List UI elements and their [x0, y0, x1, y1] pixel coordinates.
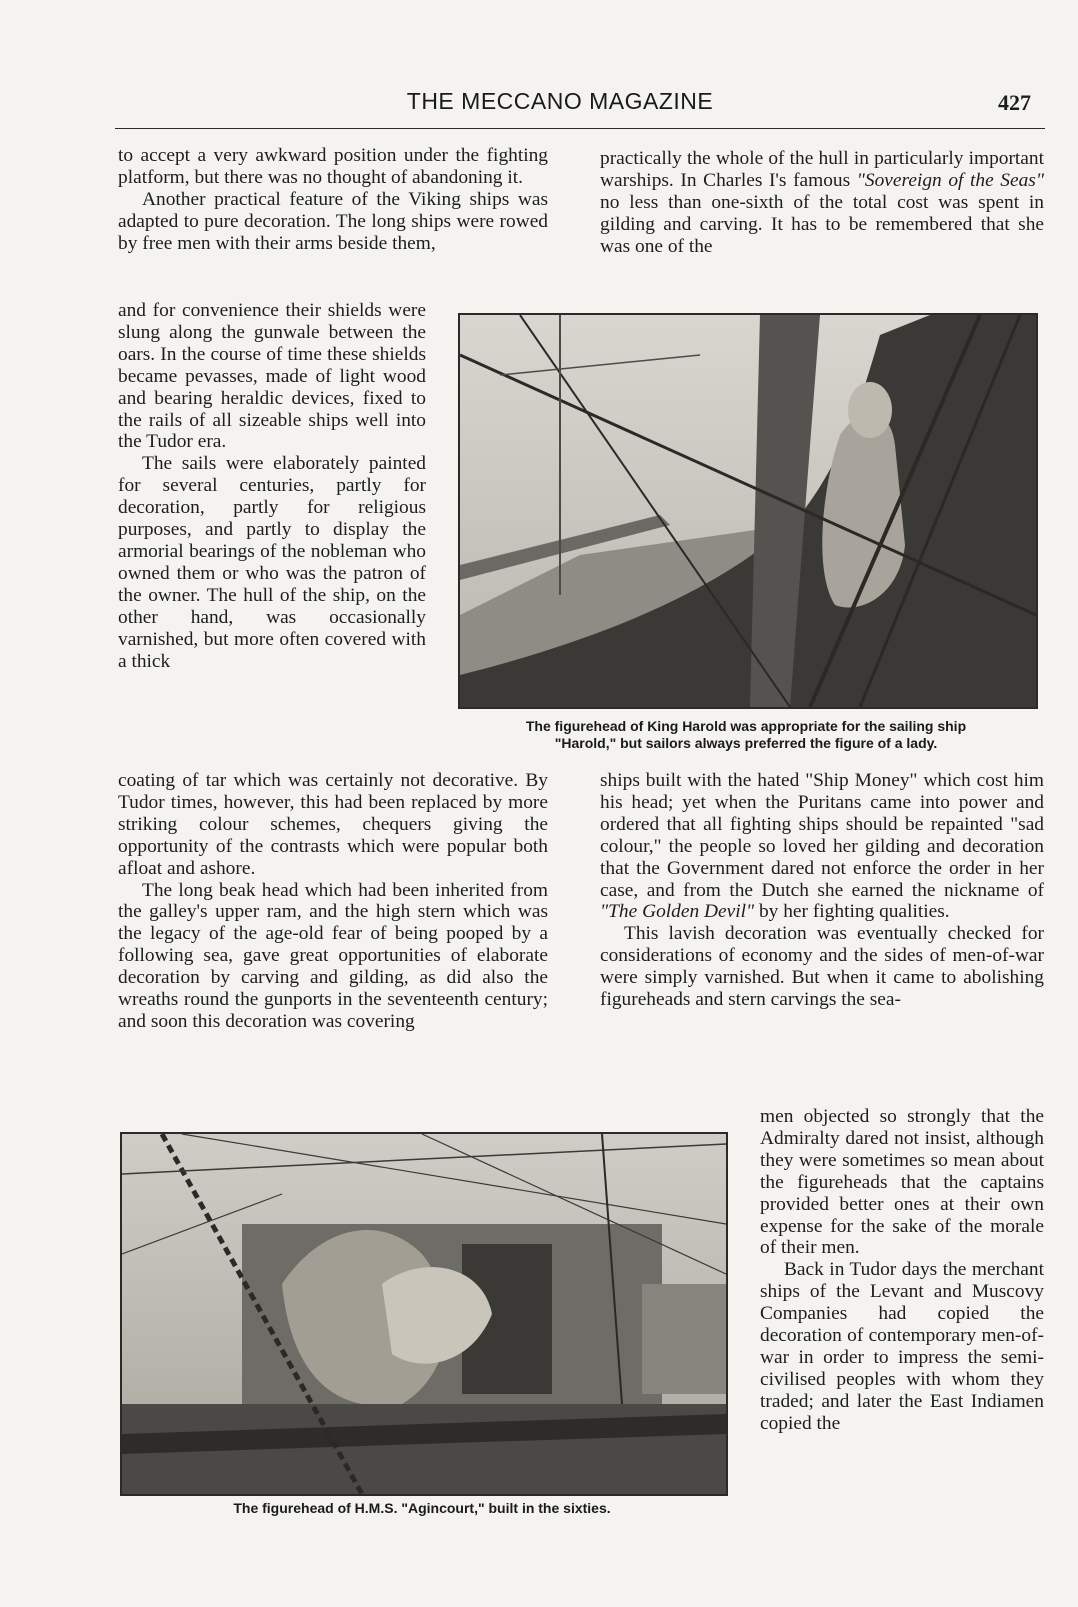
magazine-title: THE MECCANO MAGAZINE	[406, 88, 714, 114]
ship-nickname-italic: "The Golden Devil"	[600, 901, 755, 923]
figurehead-harold-photo	[458, 313, 1038, 709]
paragraph: and for convenience their shields were slung along the gunwale between the oars. In the course of time these shields became pevasses, made of light wood and bearing heraldic devices, fixed to the rails of all sizeable ships well into the Tudor era.	[118, 300, 426, 453]
page-header	[115, 88, 1045, 129]
page-number: 427	[998, 90, 1031, 115]
figure-caption-harold	[450, 718, 1042, 752]
paragraph: This lavish decoration was eventually checked for considerations of economy and the sides of men-of-war were simply varnished. But when it came to abolishing figureheads and stern carvings the sea-	[600, 923, 1044, 1011]
col2-mid-text	[600, 770, 1044, 1011]
col2-narrow-text	[760, 1106, 1044, 1435]
text-run: ships built with the hated "Ship Money" which cost him his head; yet when the Puritans came into power and ordered that all fighting ships should be repainted "sad colour," the people so loved her gilding and decoration that the Government dared not enforce the order in her case, and from the Dutch she earned the nickname of	[600, 770, 1044, 901]
paragraph	[600, 770, 1044, 923]
ship-name-italic: "Sovereign of the Seas"	[856, 169, 1044, 191]
caption-line: "Harold," but sailors always preferred the figure of a lady.	[554, 735, 938, 751]
paragraph: The long beak head which had been inherited from the galley's upper ram, and the high stern which was the legacy of the age-old fear of being pooped by a following sea, gave great opportunities of elaborate decoration by carving and gilding, as did also the wreaths round the gunports in the seventeenth century; and soon this decoration was covering	[118, 879, 548, 1032]
paragraph	[600, 148, 1044, 258]
text-run: no less than one-sixth of the total cost was spent in gilding and carving. It has to be remembered that she was one of the	[600, 191, 1044, 257]
col1-narrow-text	[118, 300, 426, 672]
col2-top-text	[600, 148, 1044, 258]
paragraph: to accept a very awkward position under the fighting platform, but there was no thought of abandoning it.	[118, 145, 548, 188]
col1-top-text	[118, 145, 548, 255]
caption-line: The figurehead of King Harold was appropriate for the sailing ship	[525, 718, 967, 734]
paragraph: Another practical feature of the Viking ships was adapted to pure decoration. The long ships were rowed by free men with their arms beside them,	[118, 188, 548, 254]
paragraph: Back in Tudor days the merchant ships of the Levant and Muscovy Companies had copied the decoration of contemporary men-of-war in order to impress the semi-civilised peoples with whom they traded; and later the East Indiamen copied the	[760, 1259, 1044, 1434]
paragraph: The sails were elaborately painted for several centuries, partly for decoration, partly for religious purposes, and partly to display the armorial bearings of the nobleman who owned them or who was the patron of the owner. The hull of the ship, on the other hand, was occasionally varnished, but more often covered with a thick	[118, 453, 426, 672]
paragraph: men objected so strongly that the Admiralty dared not insist, although they were sometimes so mean about the figureheads that the captains provided better ones at their own expense for the sake of the morale of their men.	[760, 1106, 1044, 1259]
text-run: practically the whole of the hull in particularly important warships. In Charles I's famous	[600, 148, 1044, 191]
text-run: by her fighting qualities.	[754, 901, 950, 923]
paragraph: coating of tar which was certainly not decorative. By Tudor times, however, this had been replaced by more striking colour schemes, chequers giving the opportunity of the contrasts which were popular both afloat and ashore.	[118, 770, 548, 879]
col1-bottom-text	[118, 770, 548, 1033]
figure-caption-agincourt: The figurehead of H.M.S. "Agincourt," built in the sixties.	[233, 1500, 611, 1516]
figurehead-agincourt-photo	[120, 1132, 728, 1496]
